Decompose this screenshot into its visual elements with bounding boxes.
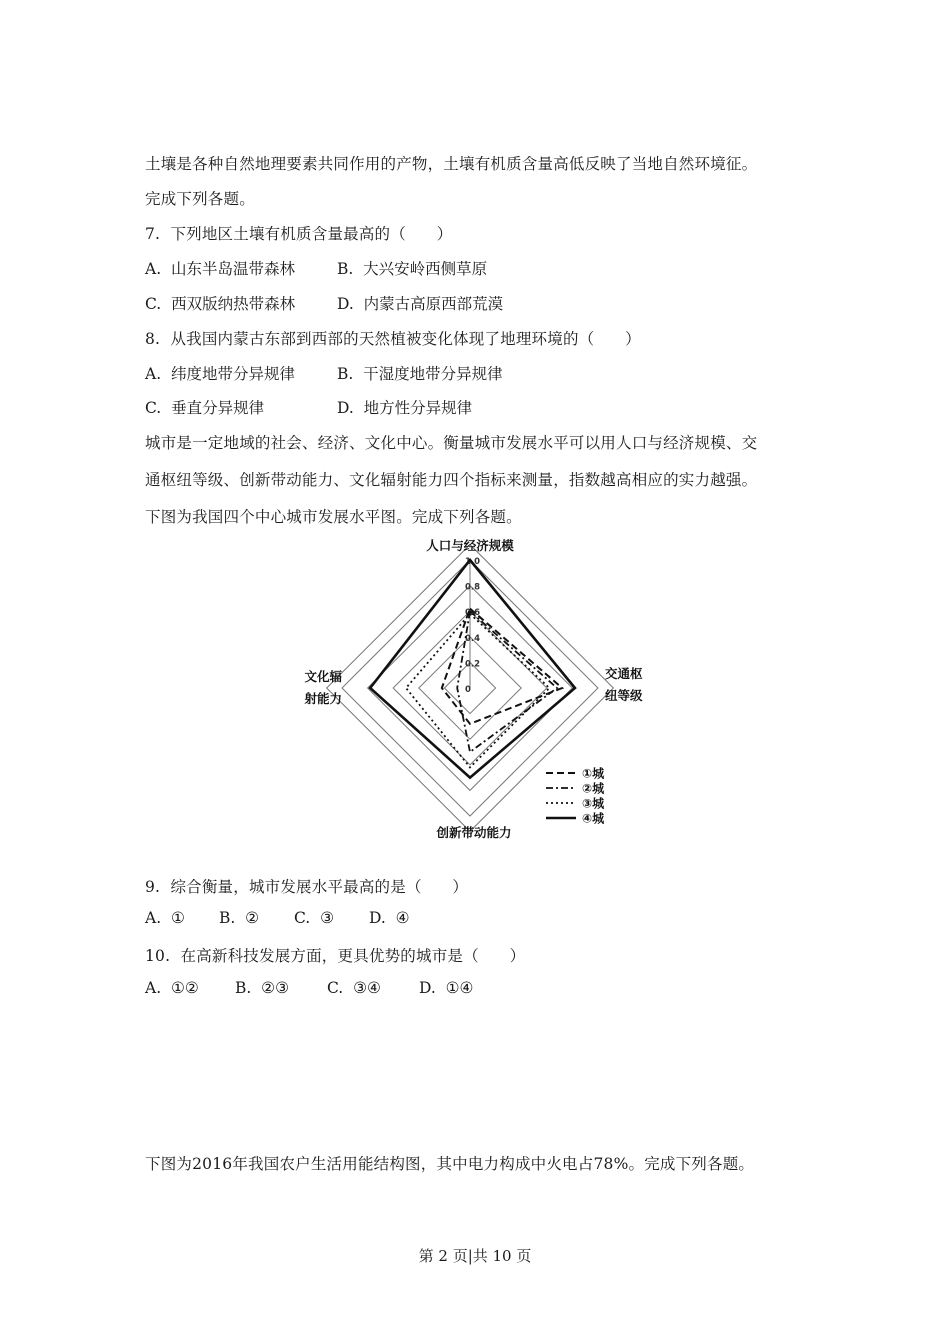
tick-label-0: 0 (465, 685, 471, 695)
tick-label-5: 1.0 (465, 557, 481, 567)
page-footer: 第 2 页|共 10 页 (418, 1247, 532, 1265)
question-9-option-c: C. ③ (294, 909, 334, 927)
legend-label-1: ①城 (582, 766, 605, 781)
question-7-option-c: C. 西双版纳热带森林 (145, 295, 296, 313)
question-7-stem: 7. 下列地区土壤有机质含量最高的（ ） (145, 225, 453, 243)
tick-label-3: 0.6 (465, 608, 481, 619)
tick-label-4: 0.8 (465, 582, 481, 593)
question-7-option-d: D. 内蒙古高原西部荒漠 (337, 295, 504, 313)
question-9-option-b: B. ② (219, 909, 260, 927)
axis-label-top-line-1: 人口与经济规模 (426, 538, 514, 553)
question-9-stem: 9. 综合衡量，城市发展水平最高的是（ ） (145, 878, 469, 896)
passage-soil-line-2: 完成下列各题。 (145, 190, 255, 208)
question-9-option-d: D. ④ (369, 909, 410, 927)
question-10-stem: 10. 在高新科技发展方面，更具优势的城市是（ ） (145, 947, 526, 965)
question-8-option-b: B. 干湿度地带分异规律 (337, 365, 503, 383)
question-10-option-b: B. ②③ (235, 979, 289, 997)
question-8-option-c: C. 垂直分异规律 (145, 399, 265, 417)
question-10-option-c: C. ③④ (327, 979, 381, 997)
question-8-option-d: D. 地方性分异规律 (337, 399, 473, 417)
question-8-option-a: A. 纬度地带分异规律 (145, 365, 295, 383)
legend-label-4: ④城 (582, 811, 605, 826)
axis-label-right-line-1: 交通枢 (605, 666, 643, 681)
passage-soil-line-1: 土壤是各种自然地理要素共同作用的产物，土壤有机质含量高低反映了当地自然环境征。 (145, 155, 758, 173)
legend-label-3: ③城 (582, 796, 605, 811)
question-7-option-b: B. 大兴安岭西侧草原 (337, 260, 488, 278)
axis-label-left-line-1: 文化辐 (304, 669, 342, 684)
passage-city-line-3: 下图为我国四个中心城市发展水平图。完成下列各题。 (145, 508, 522, 526)
axis-label-bottom-line-1: 创新带动能力 (436, 825, 512, 840)
question-9-option-a: A. ① (145, 909, 185, 927)
passage-city-line-2: 通枢纽等级、创新带动能力、文化辐射能力四个指标来测量，指数越高相应的实力越强。 (145, 471, 758, 489)
city-development-radar-chart (278, 533, 658, 843)
question-10-option-d: D. ①④ (419, 979, 474, 997)
tick-label-1: 0.2 (465, 659, 481, 670)
axis-label-right-line-2: 纽等级 (605, 688, 643, 703)
tick-label-2: 0.4 (465, 633, 481, 644)
passage-energy-line-1: 下图为2016年我国农户生活用能结构图，其中电力构成中火电占78%。完成下列各题。 (145, 1155, 755, 1173)
question-10-option-a: A. ①② (145, 979, 199, 997)
question-7-option-a: A. 山东半岛温带森林 (145, 260, 295, 278)
legend-label-2: ②城 (582, 781, 605, 796)
axis-label-left-line-2: 射能力 (304, 691, 342, 706)
passage-city-line-1: 城市是一定地域的社会、经济、文化中心。衡量城市发展水平可以用人口与经济规模、交 (145, 434, 758, 452)
question-8-stem: 8. 从我国内蒙古东部到西部的天然植被变化体现了地理环境的（ ） (145, 330, 641, 348)
